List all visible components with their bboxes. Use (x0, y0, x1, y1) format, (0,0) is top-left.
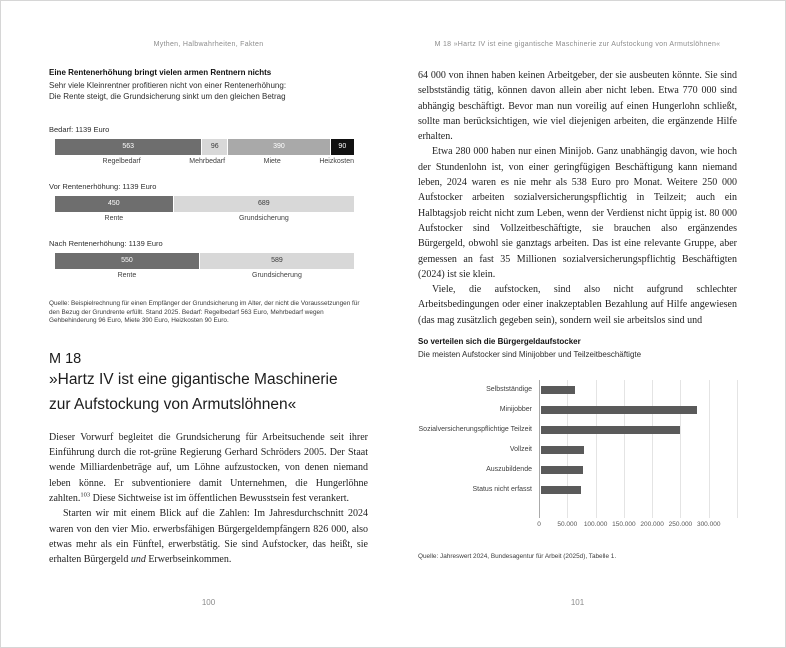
body-paragraph: 64 000 von ihnen haben keinen Arbeitgeber, der sie ausbeuten könnte. Sie sind selbstständig tätig, können davon allein aber nicht leben. Etwa 770 000 sind abhängig beschäftigt. Bevor man nun voreilig auf einen Hungerlohn schließt, sollte man berücksichtigen, wie viel diejenigen arbeiten, die ergänzende Hilfe erhalten. (418, 70, 737, 143)
segment-label-regelbedarf: Regelbedarf (102, 158, 141, 165)
bar-segment-grundsicherung: 589 (200, 253, 354, 269)
segment-label-rente: Rente (117, 272, 137, 279)
bar-segment-grundsicherung: 689 (174, 196, 354, 212)
chart1-subtitle-line2: Die Rente steigt, die Grundsicherung sinkt um den gleichen Betrag (49, 92, 286, 101)
category-label: Sozialversicherungspflichtige Teilzeit (418, 426, 532, 434)
section-heading (49, 367, 368, 417)
gridline (596, 380, 597, 518)
stacked-bar (55, 196, 354, 212)
bar-segment-rente: 550 (55, 253, 199, 269)
data-bar (541, 446, 584, 454)
stacked-bar (55, 139, 354, 155)
segment-label-rente: Rente (104, 215, 124, 222)
body-paragraph (49, 430, 368, 506)
page-right (393, 1, 785, 647)
page-left (1, 1, 393, 647)
category-label: Vollzeit (509, 446, 532, 454)
gridline (737, 380, 738, 518)
chart1-group-label: Nach Rentenerhöhung: 1139 Euro (49, 239, 163, 248)
running-head-right: M 18 »Hartz IV ist eine gigantische Maschinerie zur Aufstockung von Armutslöhnen« (434, 41, 721, 48)
gridline (624, 380, 625, 518)
category-label: Minijobber (499, 406, 532, 414)
section-heading-line2: zur Aufstockung von Armutslöhnen« (49, 395, 297, 413)
chart1-subtitle (49, 80, 368, 102)
segment-label-miete: Miete (263, 158, 281, 165)
page-number-left: 100 (201, 598, 216, 607)
body-paragraph: Viele, die aufstocken, sind also nicht aufgrund schlechter Arbeitsbedingungen oder einer inakzeptablen Bezahlung auf Hilfe angewiesen (das mag zusätzlich gegeben sein), sondern weil sie arbeitslos sind und (418, 284, 737, 326)
x-tick-label: 250.000 (668, 521, 693, 529)
segment-label-mehrbedarf: Mehrbedarf (189, 158, 226, 165)
body-paragraph (49, 506, 368, 567)
gridline (680, 380, 681, 518)
data-bar (541, 386, 575, 394)
running-head-left: Mythen, Halbwahrheiten, Fakten (153, 41, 264, 48)
x-tick-label: 150.000 (612, 521, 636, 529)
chart-rentenerhoehung (49, 68, 368, 326)
chart1-source: Quelle: Beispielrechnung für einen Empfänger der Grundsicherung im Alter, der nicht die Voraussetzungen für den Bezug der Grundrente erfüllt. Stand 2025. Bedarf: Regelbedarf 563 Euro, Mehrbedarf wegen Gehbehinderung 96 Euro, Miete 390 Euro, Heizkosten 90 Euro. (49, 300, 360, 325)
segment-label-grundsicherung: Grundsicherung (252, 272, 302, 279)
chart-aufstocker (418, 337, 737, 560)
category-label: Status nicht erfasst (472, 486, 532, 494)
bar-segment-mehrbedarf: 96 (202, 139, 227, 155)
data-bar (541, 486, 581, 494)
gridline (652, 380, 653, 518)
gridline (709, 380, 710, 518)
category-label: Selbstständige (486, 386, 532, 394)
stacked-bar (55, 253, 354, 269)
data-bar (541, 466, 583, 474)
stacked-bar-labels (55, 215, 354, 222)
bar-segment-rente: 450 (55, 196, 173, 212)
chart1-group-nach (49, 239, 368, 279)
chart2-subtitle: Die meisten Aufstocker sind Minijobber und Teilzeitbeschäftigte (418, 350, 642, 360)
bar-segment-miete: 390 (228, 139, 329, 155)
x-tick-label: 200.000 (640, 521, 664, 529)
chart2-source: Quelle: Jahreswert 2024, Bundesagentur für Arbeit (2025d), Tabelle 1. (418, 553, 617, 561)
segment-label-heizkosten: Heizkosten (319, 158, 354, 165)
stacked-bar-labels (55, 272, 354, 279)
segment-label-grundsicherung: Grundsicherung (238, 215, 289, 222)
chart1-title: Eine Rentenerhöhung bringt vielen armen Rentnern nichts (49, 68, 272, 77)
section-number: M 18 (49, 350, 82, 367)
x-tick-label: 300.000 (696, 521, 721, 529)
data-bar (541, 426, 680, 434)
category-label: Auszubildende (486, 466, 532, 474)
chart1-subtitle-line1: Sehr viele Kleinrentner profitieren nicht von einer Rentenerhöhung: (49, 81, 287, 90)
stacked-bar-labels (55, 158, 354, 165)
italic-word: und (130, 554, 146, 566)
data-bar (541, 406, 697, 414)
footnote-marker: 103 (80, 491, 91, 499)
aufstocker-plot (418, 380, 737, 532)
chart2-title: So verteilen sich die Bürgergeldaufstocker (418, 337, 581, 347)
chart1-group-vor (49, 182, 368, 222)
x-tick-label: 0 (537, 521, 541, 529)
paragraph-text: Starten wir mit einem Blick auf die Zahlen: Im Jahresdurchschnitt 2024 waren von den vier Mio. erwerbsfähigen Bürgergeldempfängern 826 000, also etwas mehr als ein Fünftel, erwerbstätig. Sie sind Aufstocker, das heißt, sie erhalten Bürgergeld (49, 508, 368, 566)
section-heading-line1: »Hartz IV ist eine gigantische Maschinerie (49, 370, 338, 388)
page-number-right: 101 (570, 598, 585, 607)
bar-segment-heizkosten: 90 (331, 139, 354, 155)
paragraph-text: Dieser Vorwurf begleitet die Grundsicherung für Arbeitsuchende seit ihrer Einführung durch die rot-grüne Regierung Gerhard Schröders 2005. Der Staat wende Milliardenbeträge auf, um Löhne aufzustocken, von denen niemand leben könne. Er subventioniere damit Unternehmen, die Hungerlöhne zahlten. (49, 431, 368, 504)
x-tick-label: 50.000 (557, 521, 578, 529)
paragraph-text: Diese Sichtweise ist im öffentlichen Bewusstsein fest verankert. (90, 492, 350, 504)
bar-segment-regelbedarf: 563 (55, 139, 201, 155)
paragraph-text: Erwerbseinkommen. (145, 554, 232, 566)
body-paragraph: Etwa 280 000 haben nur einen Minijob. Ganz unabhängig davon, wie hoch der Stundenlohn ist, von einer geringfügigen Beschäftigung kann niemand leben, 2024 waren es nie mehr als 538 Euro pro Monat. Weitere 250 000 Aufstocker arbeiten sozialversicherungspflichtig in Teilzeit; auch ein Halbtagsjob reicht nicht zum Leben, wenn der Verdienst nicht üppig ist. 80 000 Aufstocker sind Vollzeitbeschäftigte, sie brauchen also ergänzendes Bürgergeld, obwohl sie ganztags arbeiten. Das ist eine relevante Gruppe, aber gemessen an fast 35 Millionen sozialversicherungspflichtig Beschäftigten (2024) ist sie klein. (418, 146, 737, 280)
chart1-group-label: Vor Rentenerhöhung: 1139 Euro (49, 182, 157, 191)
axis-zero-line (539, 380, 540, 518)
chart1-group-bedarf (49, 125, 368, 165)
x-tick-label: 100.000 (583, 521, 608, 529)
chart1-group-label: Bedarf: 1139 Euro (49, 125, 110, 134)
